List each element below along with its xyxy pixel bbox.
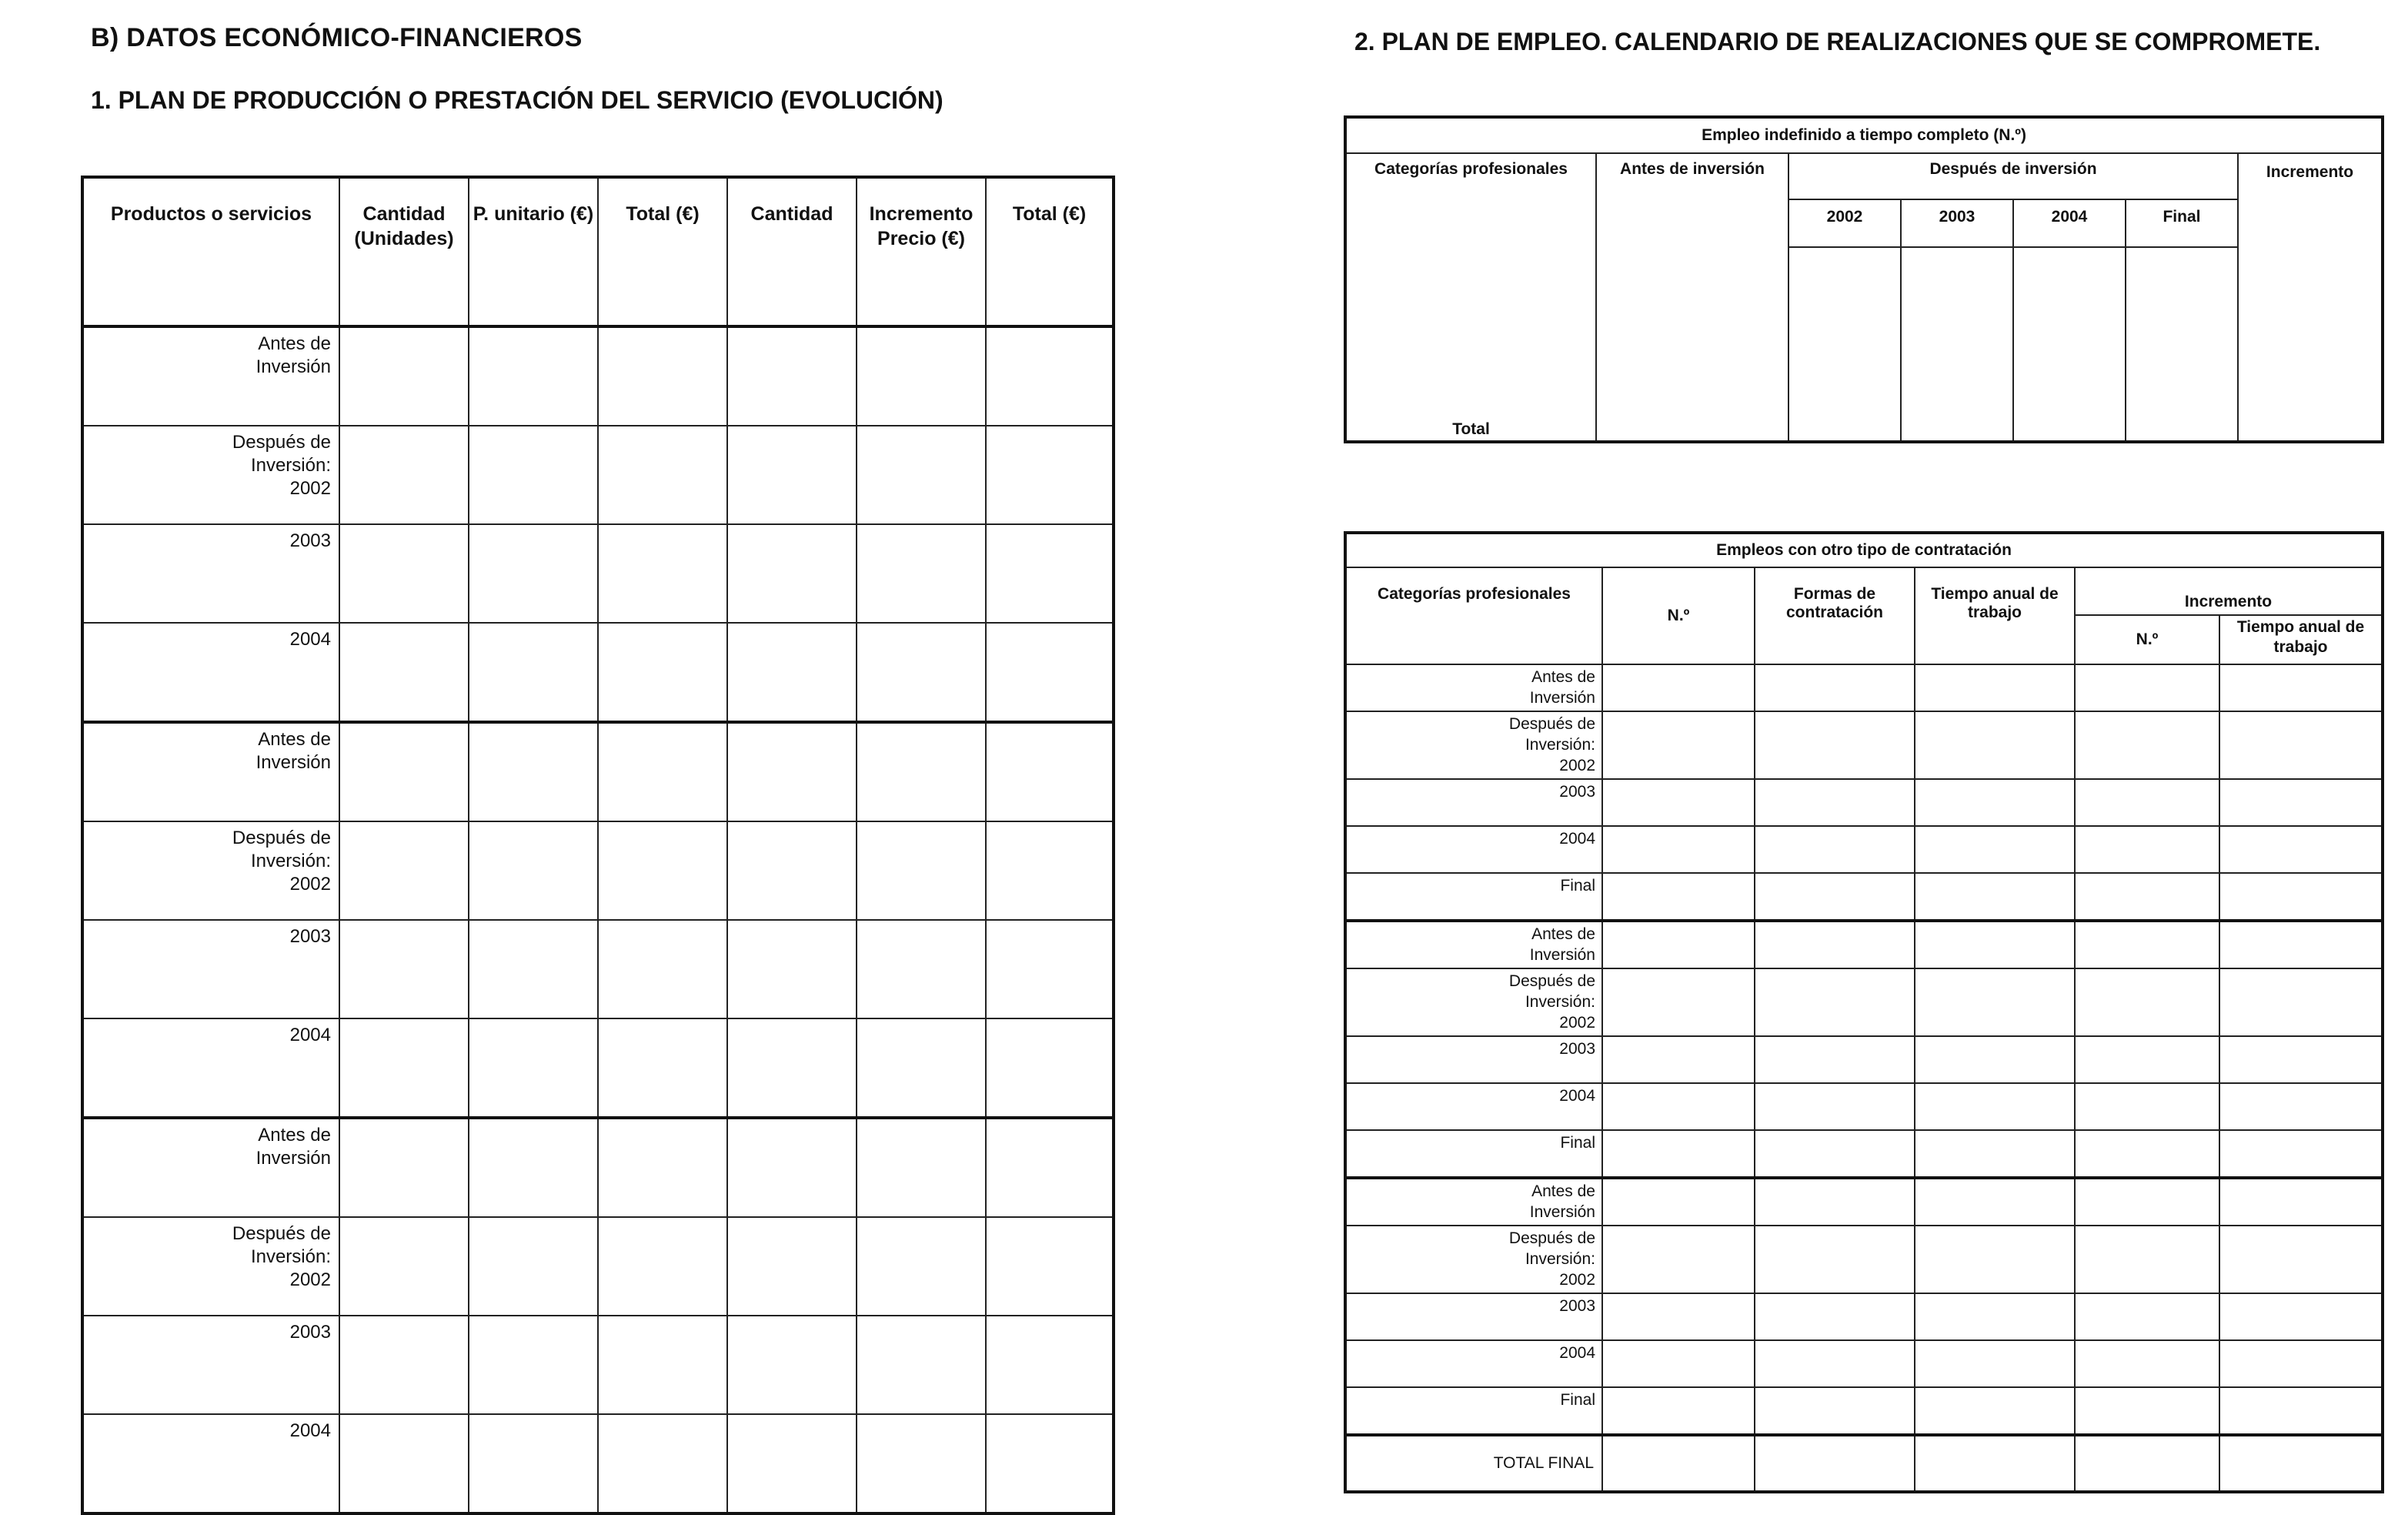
table-cell [986,1414,1114,1513]
table-cell [1755,1036,1915,1083]
table-cell [2219,1036,2383,1083]
table-cell [598,426,727,524]
table-cell [727,1018,857,1118]
row-label: Final [1345,1130,1602,1178]
table-row [82,1217,1114,1316]
table-cell [727,1217,857,1316]
row-label: 2003 [1345,1036,1602,1083]
permanent-employment-table [1344,115,2384,443]
year-2004-header: 2004 [2013,199,2126,247]
table-cell [727,722,857,821]
row-label: Antes de Inversión [1345,664,1602,711]
row-label: 2003 [82,524,339,623]
table-cell [2075,1130,2219,1178]
table-cell [857,1316,986,1414]
table-cell [1755,1226,1915,1293]
table-cell [2075,1340,2219,1387]
table-cell [1915,921,2075,968]
table-cell [986,1118,1114,1217]
table-cell [469,1118,598,1217]
row-label: Después de Inversión: 2002 [1345,968,1602,1036]
table-row [82,426,1114,524]
year-2003-header: 2003 [1901,199,2013,247]
table-row [82,1414,1114,1513]
row-label: Final [1345,873,1602,921]
table-cell [1915,1178,2075,1226]
table-cell [339,524,469,623]
table-cell [857,426,986,524]
table-cell [469,920,598,1018]
table-cell [2219,921,2383,968]
table-cell [1602,1178,1755,1226]
table-cell [1915,664,2075,711]
oc-number-header: N.º [1602,567,1755,664]
table-cell [986,1316,1114,1414]
before-investment-header: Antes de inversión [1596,153,1788,442]
row-label: 2004 [82,623,339,722]
table-cell [857,524,986,623]
row-label: 2004 [1345,826,1602,873]
header-total-2: Total (€) [986,177,1114,326]
table-cell [469,326,598,426]
row-label: Antes de Inversión [82,1118,339,1217]
other-contracts-caption: Empleos con otro tipo de contratación [1345,533,2383,567]
table-cell [1915,1130,2075,1178]
table-row [82,524,1114,623]
production-header-row [82,177,1114,326]
table-cell [727,821,857,920]
table-cell [1755,826,1915,873]
table-cell [1602,664,1755,711]
row-label: 2003 [82,920,339,1018]
table-cell [986,722,1114,821]
table-cell [339,1414,469,1513]
table-cell [857,1118,986,1217]
table-cell [2219,1083,2383,1130]
cell-final [2126,247,2238,442]
cell-2003 [1901,247,2013,442]
table-cell [1915,1036,2075,1083]
table-cell [1602,1226,1755,1293]
table-row [82,920,1114,1018]
table-row [82,326,1114,426]
table-cell [339,426,469,524]
permanent-employment-caption: Empleo indefinido a tiempo completo (N.º) [1345,117,2383,153]
table-row [1345,921,2383,968]
table-cell [339,1316,469,1414]
table-cell [1602,826,1755,873]
table-cell [598,524,727,623]
table-cell [2075,664,2219,711]
total-final-cell [1755,1435,1915,1492]
row-label: Final [1345,1387,1602,1435]
table-cell [469,1414,598,1513]
table-cell [1755,1130,1915,1178]
table-cell [857,1018,986,1118]
table-row [1345,1130,2383,1178]
table-cell [2219,1387,2383,1435]
table-cell [1755,1340,1915,1387]
table-cell [598,1414,727,1513]
row-label: 2004 [82,1018,339,1118]
table-cell [2219,1130,2383,1178]
table-cell [986,524,1114,623]
table-cell [1915,711,2075,779]
table-cell [727,1414,857,1513]
cell-2002 [1788,247,1901,442]
table-cell [339,1217,469,1316]
table-cell [469,821,598,920]
table-cell [1915,873,2075,921]
oc-increment-number-header: N.º [2075,615,2219,664]
total-final-cell [2075,1435,2219,1492]
table-cell [2075,779,2219,826]
table-row [1345,711,2383,779]
plan1-title: 1. PLAN DE PRODUCCIÓN O PRESTACIÓN DEL SERVICIO (EVOLUCIÓN) [91,86,943,114]
row-label: Antes de Inversión [1345,921,1602,968]
oc-increment-time-header: Tiempo anual de trabajo [2219,615,2383,664]
oc-increment-header: Incremento [2075,567,2383,615]
table-cell [469,1217,598,1316]
row-label: 2003 [82,1316,339,1414]
table-cell [598,821,727,920]
table-cell [1755,711,1915,779]
oc-time-header: Tiempo anual de trabajo [1915,567,2075,664]
table-cell [1602,873,1755,921]
table-cell [339,920,469,1018]
table-cell [339,326,469,426]
table-cell [1755,1083,1915,1130]
row-label: Después de Inversión: 2002 [1345,711,1602,779]
table-cell [1755,921,1915,968]
table-cell [857,821,986,920]
row-label: Antes de Inversión [82,722,339,821]
table-cell [2219,1226,2383,1293]
plan2-title: 2. PLAN DE EMPLEO. CALENDARIO DE REALIZACIONES QUE SE COMPROMETE. [1354,28,2321,55]
production-table [81,176,1115,1515]
table-row [82,722,1114,821]
table-cell [598,623,727,722]
table-cell [1755,1387,1915,1435]
table-cell [727,1316,857,1414]
table-cell [598,1018,727,1118]
oc-forms-header: Formas de contratación [1755,567,1915,664]
table-cell [727,623,857,722]
increment-header: Incremento [2238,153,2383,442]
table-row [1345,826,2383,873]
table-cell [469,1018,598,1118]
table-cell [1915,1226,2075,1293]
table-cell [2219,1293,2383,1340]
table-cell [2219,968,2383,1036]
table-cell [339,722,469,821]
table-cell [2075,1226,2219,1293]
row-label: Antes de Inversión [1345,1178,1602,1226]
table-cell [469,722,598,821]
table-row [1345,1340,2383,1387]
table-cell [727,1118,857,1217]
table-cell [857,1217,986,1316]
table-cell [1755,968,1915,1036]
table-cell [1755,1178,1915,1226]
total-final-cell [1915,1435,2075,1492]
table-row [1345,1387,2383,1435]
header-quantity-units: Cantidad (Unidades) [339,177,469,326]
row-label: 2004 [1345,1083,1602,1130]
header-products: Productos o servicios [82,177,339,326]
table-cell [598,1217,727,1316]
row-label: Después de Inversión: 2002 [1345,1226,1602,1293]
table-row [1345,1293,2383,1340]
table-cell [857,623,986,722]
table-cell [986,1217,1114,1316]
table-cell [2075,1293,2219,1340]
table-cell [339,1118,469,1217]
table-cell [1602,1387,1755,1435]
table-cell [598,920,727,1018]
table-cell [2075,826,2219,873]
table-cell [986,821,1114,920]
other-contracts-table [1344,531,2384,1493]
table-cell [2219,664,2383,711]
table-cell [1915,1083,2075,1130]
table-row [82,1316,1114,1414]
year-final-header: Final [2126,199,2238,247]
table-row [1345,664,2383,711]
table-cell [857,326,986,426]
row-label: 2004 [1345,1340,1602,1387]
table-cell [339,1018,469,1118]
table-cell [2075,968,2219,1036]
row-label: Antes de Inversión [82,326,339,426]
table-cell [1915,779,2075,826]
table-cell [857,722,986,821]
table-cell [2219,711,2383,779]
table-cell [2075,711,2219,779]
total-final-label: TOTAL FINAL [1345,1435,1602,1492]
categories-cell [1345,153,1596,442]
header-unit-price: P. unitario (€) [469,177,598,326]
table-cell [469,1316,598,1414]
table-cell [2075,1387,2219,1435]
total-final-cell [1602,1435,1755,1492]
table-cell [2219,779,2383,826]
row-label: Después de Inversión: 2002 [82,1217,339,1316]
table-cell [2219,873,2383,921]
table-cell [598,1118,727,1217]
table-cell [1755,664,1915,711]
table-cell [1602,1340,1755,1387]
table-cell [2075,1178,2219,1226]
table-cell [727,326,857,426]
total-final-cell [2219,1435,2383,1492]
total-label: Total [1452,420,1490,438]
table-cell [1602,1130,1755,1178]
cell-2004 [2013,247,2126,442]
table-cell [339,623,469,722]
row-label: 2003 [1345,779,1602,826]
table-cell [1915,1340,2075,1387]
table-cell [598,1316,727,1414]
table-cell [2075,1083,2219,1130]
table-cell [469,524,598,623]
table-cell [857,1414,986,1513]
table-cell [1602,711,1755,779]
table-cell [1602,921,1755,968]
table-cell [1602,1293,1755,1340]
header-quantity: Cantidad [727,177,857,326]
table-cell [857,920,986,1018]
section-title: B) DATOS ECONÓMICO-FINANCIEROS [91,23,583,52]
row-label: 2004 [82,1414,339,1513]
table-cell [1915,1387,2075,1435]
after-investment-header: Después de inversión [1788,153,2238,199]
table-cell [727,426,857,524]
table-cell [1602,968,1755,1036]
table-cell [986,426,1114,524]
table-row [1345,873,2383,921]
table-cell [2075,873,2219,921]
table-cell [1602,1036,1755,1083]
table-cell [1602,1083,1755,1130]
row-label: 2003 [1345,1293,1602,1340]
table-cell [1602,779,1755,826]
table-row [82,1018,1114,1118]
table-row [1345,779,2383,826]
table-row [82,623,1114,722]
table-cell [469,426,598,524]
row-label: Después de Inversión: 2002 [82,426,339,524]
table-cell [469,623,598,722]
table-cell [2219,1340,2383,1387]
table-cell [2075,921,2219,968]
table-cell [2219,826,2383,873]
table-cell [1755,779,1915,826]
table-row [1345,968,2383,1036]
table-row [1345,1083,2383,1130]
table-cell [986,326,1114,426]
header-price-increment: Incremento Precio (€) [857,177,986,326]
table-cell [986,920,1114,1018]
table-row [1345,1036,2383,1083]
table-cell [727,524,857,623]
table-row [82,1118,1114,1217]
table-cell [1915,826,2075,873]
table-cell [1915,1293,2075,1340]
year-2002-header: 2002 [1788,199,1901,247]
table-row [1345,1226,2383,1293]
header-total: Total (€) [598,177,727,326]
table-cell [727,920,857,1018]
table-cell [986,623,1114,722]
table-cell [1755,873,1915,921]
table-cell [339,821,469,920]
table-row [1345,1178,2383,1226]
table-cell [986,1018,1114,1118]
table-cell [598,326,727,426]
table-cell [1915,968,2075,1036]
table-cell [2219,1178,2383,1226]
table-cell [598,722,727,821]
row-label: Después de Inversión: 2002 [82,821,339,920]
oc-categories-header: Categorías profesionales [1345,567,1602,664]
table-row [82,821,1114,920]
categories-header: Categorías profesionales [1374,160,1568,178]
table-cell [2075,1036,2219,1083]
table-cell [1755,1293,1915,1340]
